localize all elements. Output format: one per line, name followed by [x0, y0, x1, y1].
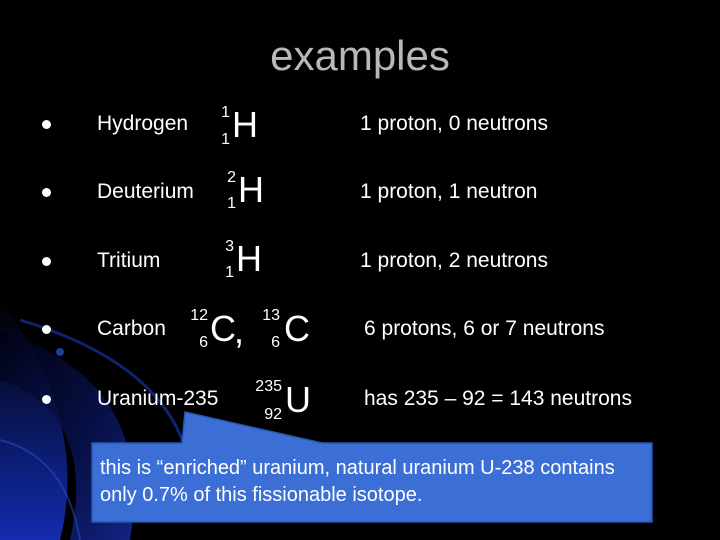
element-symbol: C	[210, 308, 236, 349]
mass-number: 1	[221, 104, 230, 121]
atomic-number: 6	[271, 334, 280, 351]
nucleon-description: has 235 – 92 = 143 neutrons	[364, 387, 632, 410]
element-symbol: H	[232, 104, 258, 145]
element-symbol: H	[238, 169, 264, 210]
atomic-number: 92	[264, 406, 282, 423]
atomic-number: 1	[221, 131, 230, 148]
element-symbol: H	[236, 238, 262, 279]
element-name: Uranium-235	[97, 387, 219, 410]
nucleon-description: 1 proton, 0 neutrons	[360, 112, 548, 135]
callout-text: this is “enriched” uranium, natural uranium U-238 contains only 0.7% of this fissionable isotope.	[100, 457, 615, 506]
element-symbol: U	[285, 379, 311, 420]
element-name: Carbon	[97, 317, 166, 340]
nucleon-description: 6 protons, 6 or 7 neutrons	[364, 317, 605, 340]
element-name: Hydrogen	[97, 112, 189, 135]
atomic-number: 1	[227, 195, 236, 212]
nucleon-description: 1 proton, 1 neutron	[360, 180, 538, 203]
element-name: Deuterium	[97, 180, 194, 203]
mass-number: 3	[225, 238, 234, 255]
mass-number: 2	[227, 169, 236, 186]
atomic-number: 6	[199, 334, 208, 351]
mass-number: 13	[262, 307, 280, 324]
mass-number: 12	[190, 307, 208, 324]
nucleon-description: 1 proton, 2 neutrons	[360, 249, 548, 272]
slide-title: examples	[270, 32, 450, 79]
atomic-number: 1	[225, 264, 234, 281]
element-name: Tritium	[97, 249, 161, 272]
element-symbol: C	[284, 308, 310, 349]
mass-number: 235	[255, 378, 282, 395]
isotope-separator: ,	[234, 310, 245, 351]
